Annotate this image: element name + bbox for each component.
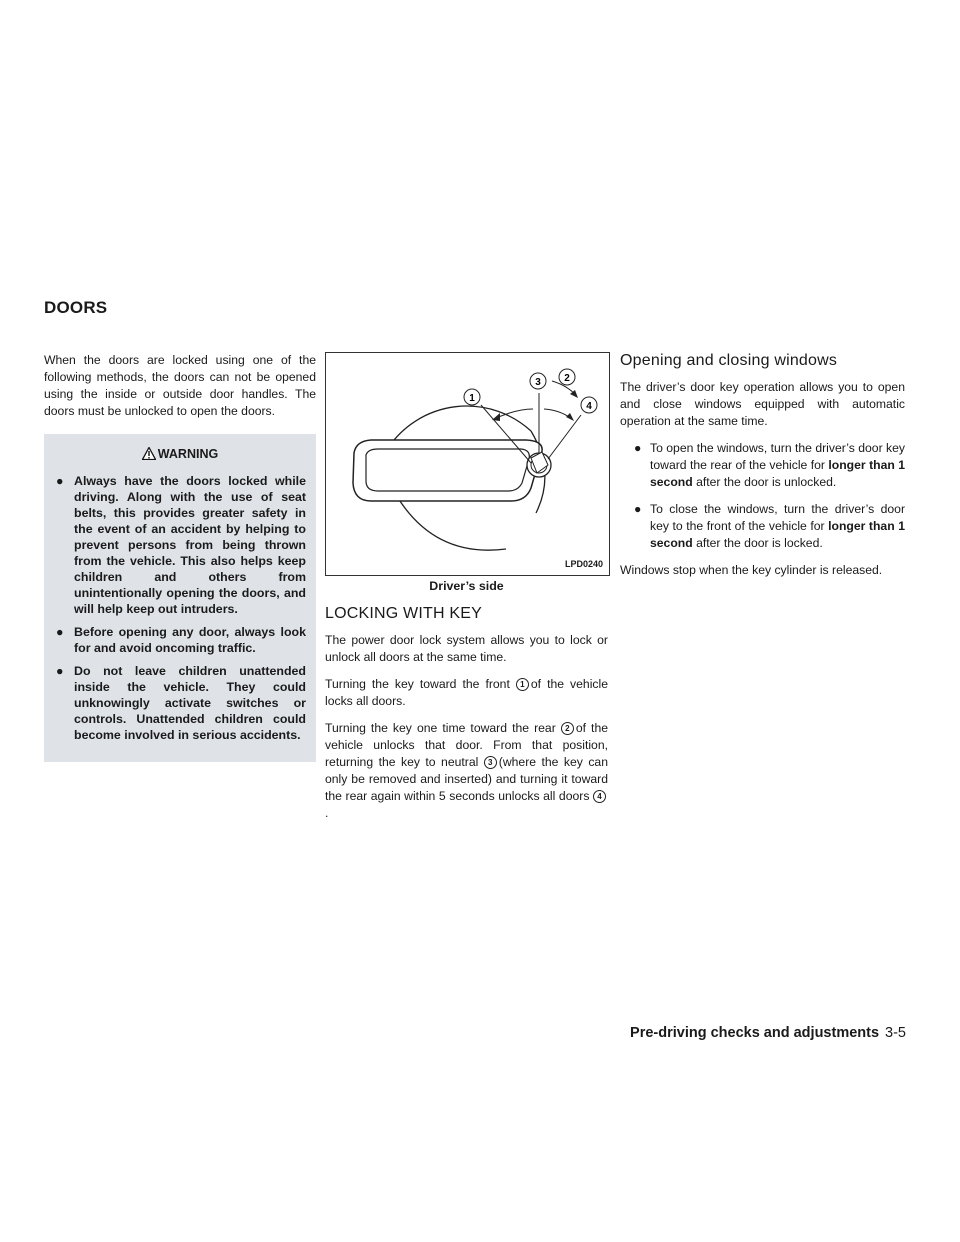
bullet-icon: ● [56, 664, 64, 678]
warning-title: WARNING [157, 447, 219, 461]
bullet-icon: ● [634, 441, 642, 455]
windows-list [620, 440, 905, 552]
windows-paragraph-2: Windows stop when the key cylinder is released. [620, 563, 883, 577]
door-handle-figure [325, 352, 610, 576]
locking-paragraph-2: Turning the key toward the front 1 of the vehicle locks all doors. [325, 677, 608, 708]
chapter-title: Pre-driving checks and adjustments [630, 1025, 880, 1041]
warning-heading [54, 446, 306, 463]
list-item: ● To open the windows, turn the driver’s door key toward the rear of the vehicle for longer than 1 second after the door is unlocked. [634, 441, 905, 489]
page-footer [630, 1025, 906, 1041]
circled-number: 3 [484, 756, 497, 769]
column-middle [325, 352, 608, 832]
column-right [620, 352, 905, 589]
windows-paragraph-1: The driver’s door key operation allows you to open and close windows equipped with automatic operation at the same time. [620, 380, 905, 428]
figure-label-1: 1 [469, 393, 475, 404]
circled-number: 1 [516, 678, 529, 691]
warning-icon [142, 447, 156, 460]
column-left [44, 352, 316, 762]
section-title: DOORS [44, 298, 108, 317]
door-handle-illustration [326, 353, 609, 575]
figure-label-2: 2 [564, 373, 570, 384]
warning-box [44, 434, 316, 762]
warning-item: ● Always have the doors locked while driving. Along with the use of seat belts, this provides greater safety in the event of an accident by helping to prevent persons from being thrown from the vehicle. This also helps keep children and others from unintentionally opening the doors, and will help keep out intruders. [56, 474, 306, 616]
figure-code: LPD0240 [564, 559, 603, 569]
figure-label-3: 3 [535, 377, 541, 388]
bullet-icon: ● [634, 502, 642, 516]
intro-paragraph: When the doors are locked using one of the following methods, the doors can not be opened using the inside or outside door handles. The doors must be unlocked to open the doors. [44, 353, 316, 418]
page-number: 3-5 [885, 1025, 906, 1041]
locking-paragraph-3: Turning the key one time toward the rear 2 of the vehicle unlocks that door. From that position, returning the key to neutral 3 (where the key can only be removed and inserted) and turning it toward the rear again within 5 seconds unlocks all doors 4. [325, 721, 608, 820]
circled-number: 2 [561, 722, 574, 735]
bullet-icon: ● [56, 474, 64, 488]
circled-number: 4 [593, 790, 606, 803]
windows-heading: Opening and closing windows [620, 352, 838, 369]
locking-paragraph-1: The power door lock system allows you to lock or unlock all doors at the same time. [325, 633, 608, 664]
warning-item: ● Do not leave children unattended inside the vehicle. They could unknowingly activate switches or controls. Unattended children could become involved in serious accidents. [56, 664, 306, 742]
figure-caption: Driver’s side [429, 579, 504, 593]
figure-label-4: 4 [586, 401, 592, 412]
locking-with-key-heading: LOCKING WITH KEY [325, 605, 482, 622]
warning-list [54, 473, 306, 743]
list-item: ● To close the windows, turn the driver’s door key to the front of the vehicle for longer than 1 second after the door is locked. [634, 502, 905, 550]
bullet-icon: ● [56, 625, 64, 639]
warning-item: ● Before opening any door, always look for and avoid oncoming traffic. [56, 625, 306, 655]
